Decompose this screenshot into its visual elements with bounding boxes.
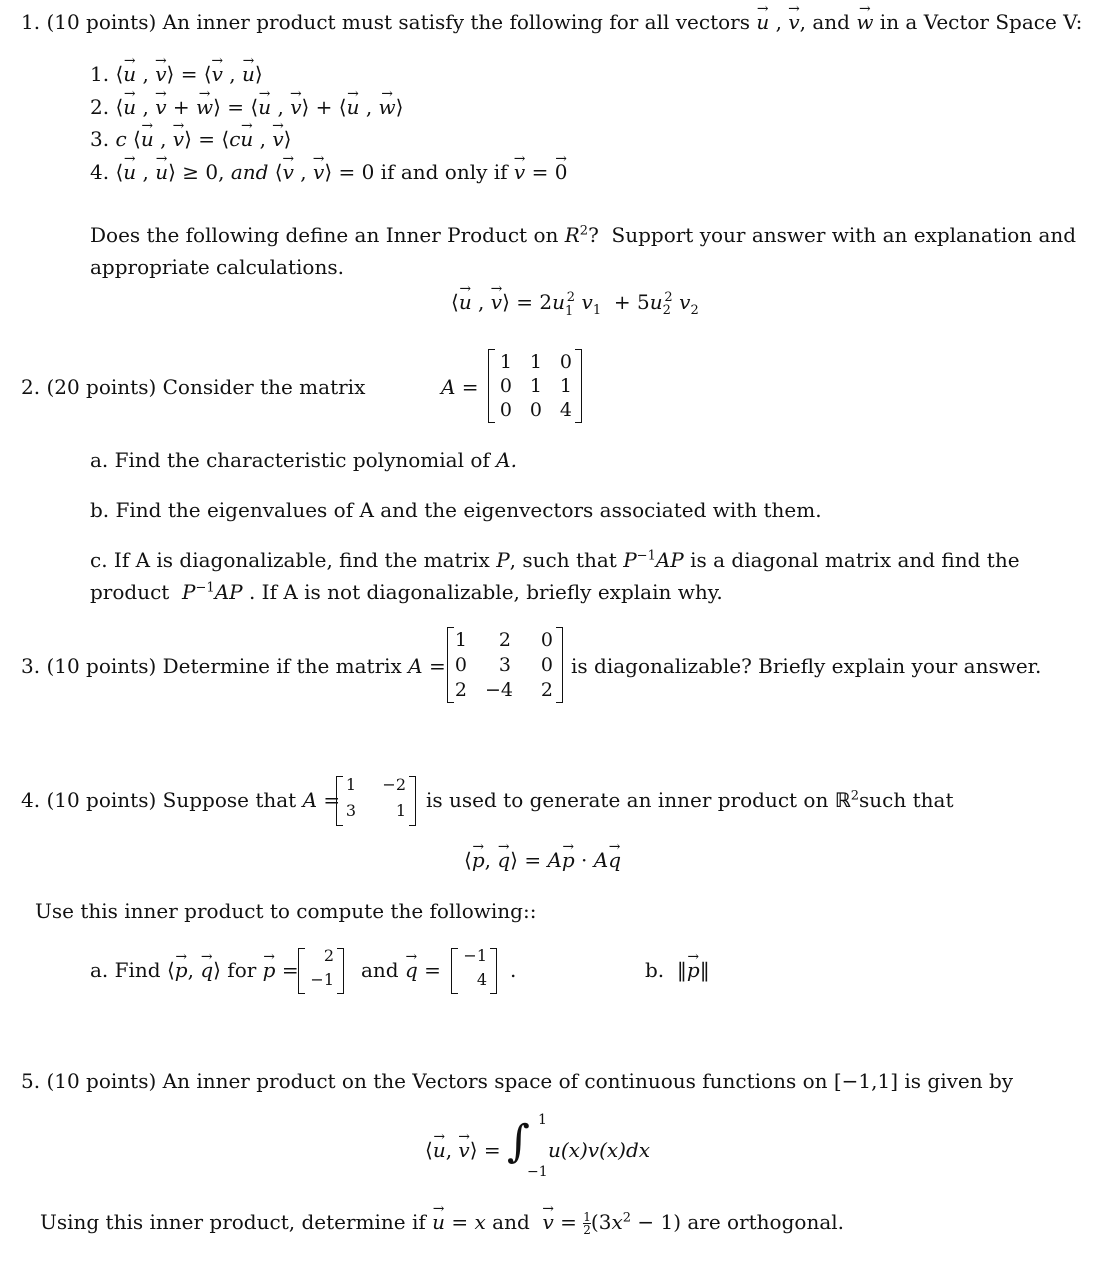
matrix-cell: 0 <box>540 654 553 676</box>
vector-cell: −1 <box>463 946 487 965</box>
matrix-cell: 2 <box>540 679 553 701</box>
q1-axiom-4: 4. ⟨→ u , → u⟩ ≥ 0, and ⟨→ v , → v⟩ = 0 if and only if → v = → 0 <box>90 160 567 184</box>
matrix-cell: 1 <box>529 375 542 397</box>
q1-intro: 1. (10 points) An inner product must satisfy the following for all vectors → u , → v, and → w in a Vector Space V: <box>21 10 1082 34</box>
q2-label: 2. (20 points) Consider the matrix <box>21 375 366 399</box>
matrix-cell: 1 <box>345 775 356 794</box>
q4-q-vector <box>451 948 497 994</box>
matrix-cell: 0 <box>529 399 542 421</box>
matrix-cell: 4 <box>559 399 572 421</box>
q1-axiom-3: 3. c ⟨→ u , → v⟩ = ⟨c→ u , → v⟩ <box>90 127 291 151</box>
q4-p-vector <box>298 948 344 994</box>
integral-lower: −1 <box>527 1164 548 1180</box>
q2-matrix-name: A = <box>441 375 479 399</box>
matrix-cell: 3 <box>498 654 511 676</box>
q4-matrix <box>336 776 416 826</box>
vector-cell: 2 <box>323 946 334 965</box>
q1-axiom-1: 1. ⟨→ u , → v⟩ = ⟨→ v , → u⟩ <box>90 62 263 86</box>
matrix-cell: 3 <box>345 801 356 820</box>
q2-part-c-cont: product $P^{-1}AP$ . If A is not diagonalizable, briefly explain why. <box>90 580 723 604</box>
matrix-cell: 0 <box>540 629 553 651</box>
matrix-cell: −4 <box>485 679 514 701</box>
q5-conclusion: Using this inner product, determine if → u = x and → v = $\frac{1}{2}$ $(3x^2 - 1)$ are orthogonal. <box>40 1210 844 1236</box>
matrix-cell: 0 <box>499 399 512 421</box>
q2-part-c: c. If A is diagonalizable, find the matrix P, such that $P^{-1}AP$ is a diagonal matrix and find the <box>90 548 1020 572</box>
matrix-cell: 1 <box>559 375 572 397</box>
matrix-cell: 0 <box>559 351 572 373</box>
q1-formula: ⟨→ u , → v⟩ = $2u_1^2$ $v_1 + 5u_2^2$ $v_2$ <box>451 290 699 314</box>
q1-question: Does the following define an Inner Product on $R^2$? Support your answer with an explanation and <box>90 223 1077 247</box>
q4-label: 4. (10 points) Suppose that A = <box>21 788 341 812</box>
q4-part-b: b. ‖→ p‖ <box>645 958 710 982</box>
matrix-cell: 1 <box>454 629 467 651</box>
q4-formula: ⟨→ p, → q⟩ = A→ p · A→ q <box>464 848 621 872</box>
matrix-cell: 2 <box>498 629 511 651</box>
matrix-cell: 1 <box>499 351 512 373</box>
q3-matrix <box>447 627 563 703</box>
q4-part-a: a. Find ⟨→ p, → q⟩ for → p = <box>90 958 299 982</box>
q5-lhs: ⟨→ u, → v⟩ = <box>425 1138 501 1162</box>
matrix-cell: 2 <box>454 679 467 701</box>
q3-label: 3. (10 points) Determine if the matrix A = <box>21 654 446 678</box>
matrix-cell: 1 <box>395 801 406 820</box>
q2-matrix <box>488 349 582 423</box>
q2-part-a: a. Find the characteristic polynomial of A. <box>90 448 517 472</box>
q4-use: Use this inner product to compute the following:: <box>35 899 537 923</box>
q5-integrand: u(x)v(x)dx <box>548 1138 651 1162</box>
matrix-cell: 1 <box>529 351 542 373</box>
integral-upper: 1 <box>538 1112 547 1128</box>
matrix-cell: 0 <box>499 375 512 397</box>
vector-cell: 4 <box>476 970 487 989</box>
q4-and: and → q = <box>361 958 441 982</box>
q4-end: is used to generate an inner product on ℝ$^2$such that <box>426 788 954 812</box>
period: . <box>510 958 517 982</box>
q1-axiom-2: 2. ⟨→ u , → v + → w⟩ = ⟨→ u , → v⟩ + ⟨→ u , → w⟩ <box>90 95 403 119</box>
matrix-cell: −2 <box>382 775 406 794</box>
fraction-half: $\frac{1}{2}$ <box>583 1210 591 1237</box>
integral-sign: ∫ <box>507 1116 530 1167</box>
vector-cell: −1 <box>310 970 334 989</box>
matrix-cell: 0 <box>454 654 467 676</box>
q1-question-cont: appropriate calculations. <box>90 255 344 279</box>
q2-part-b: b. Find the eigenvalues of A and the eigenvectors associated with them. <box>90 498 822 522</box>
q3-end: is diagonalizable? Briefly explain your answer. <box>571 654 1042 678</box>
q5-label: 5. (10 points) An inner product on the Vectors space of continuous functions on [−1,1] is given by <box>21 1069 1014 1093</box>
